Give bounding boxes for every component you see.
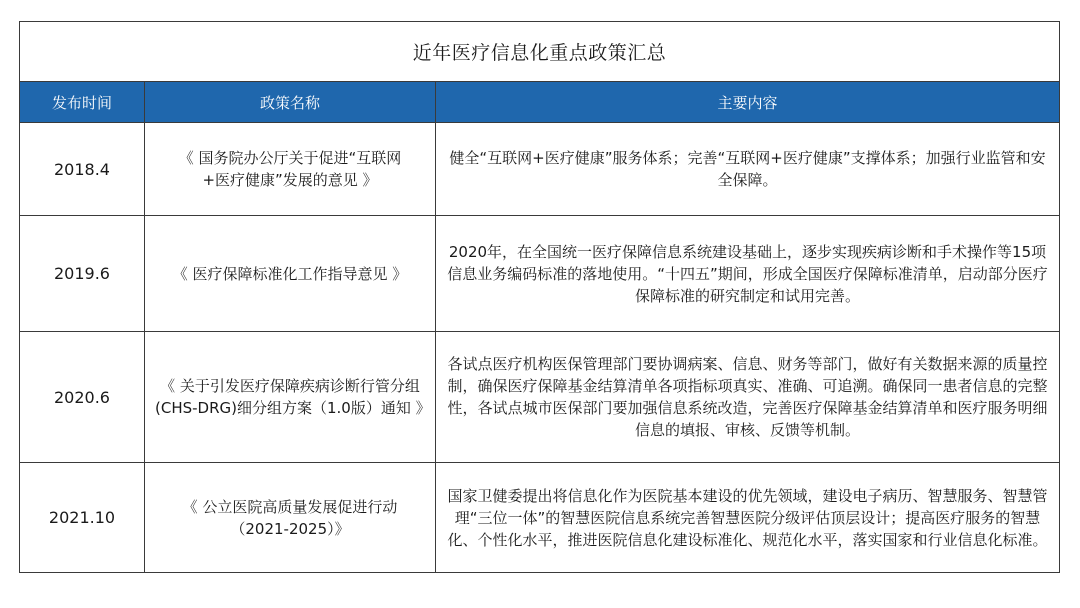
- main-content-text: 国家卫健委提出将信息化作为医院基本建设的优先领域，建设电子病历、智慧服务、智慧管理“三位一体”的智慧医院信息系统完善智慧医院分级评估顶层设计；提高医疗服务的智慧化、个性化水平，推进医院信息化建设标准化、规范化水平，落实国家和行业信息化标准。: [447, 486, 1048, 549]
- policy-name: [145, 123, 436, 216]
- release-date: 2021.10: [20, 463, 145, 573]
- release-date: 2018.4: [20, 123, 145, 216]
- main-content: [436, 332, 1060, 463]
- main-content-text: 2020年，在全国统一医疗保障信息系统建设基础上，逐步实现疾病诊断和手术操作等15项信息业务编码标准的落地使用。“十四五”期间，形成全国医疗保障标准清单，启动部分医疗保障标准的研究制定和试用完善。: [447, 242, 1048, 305]
- policy-summary-table: [19, 21, 1060, 573]
- main-content: [436, 123, 1060, 216]
- policy-name-text: 《 国务院办公厅关于促进“互联网+医疗健康”发展的意见 》: [178, 149, 402, 189]
- policy-name: [145, 332, 436, 463]
- column-header-main-content: 主要内容: [436, 82, 1060, 123]
- main-content: [436, 216, 1060, 332]
- main-content: [436, 463, 1060, 573]
- policy-name-text: 《 关于引发医疗保障疾病诊断行管分组(CHS-DRG)细分组方案（1.0版）通知 》: [155, 377, 431, 417]
- table-row: [20, 332, 1060, 463]
- policy-name: [145, 216, 436, 332]
- release-date: 2019.6: [20, 216, 145, 332]
- table-title-row: [20, 22, 1060, 82]
- column-header-date: 发布时间: [20, 82, 145, 123]
- table-title: 近年医疗信息化重点政策汇总: [20, 22, 1060, 82]
- main-content-text: 各试点医疗机构医保管理部门要协调病案、信息、财务等部门，做好有关数据来源的质量控制，确保医疗保障基金结算清单各项指标项真实、准确、可追溯。确保同一患者信息的完整性，各试点城市医保部门要加强信息系统改造，完善医疗保障基金结算清单和医疗服务明细信息的填报、审核、反馈等机制。: [447, 355, 1048, 439]
- policy-name-text: 《 医疗保障标准化工作指导意见 》: [172, 264, 408, 283]
- table-row: [20, 123, 1060, 216]
- policy-name: [145, 463, 436, 573]
- table-header-row: [20, 82, 1060, 123]
- table-row: [20, 463, 1060, 573]
- policy-name-text: 《 公立医院高质量发展促进行动（2021-2025）》: [182, 497, 398, 538]
- main-content-text: 健全“互联网+医疗健康”服务体系；完善“互联网+医疗健康”支撑体系；加强行业监管和安全保障。: [449, 149, 1046, 189]
- table-row: [20, 216, 1060, 332]
- column-header-policy-name: 政策名称: [145, 82, 436, 123]
- release-date: 2020.6: [20, 332, 145, 463]
